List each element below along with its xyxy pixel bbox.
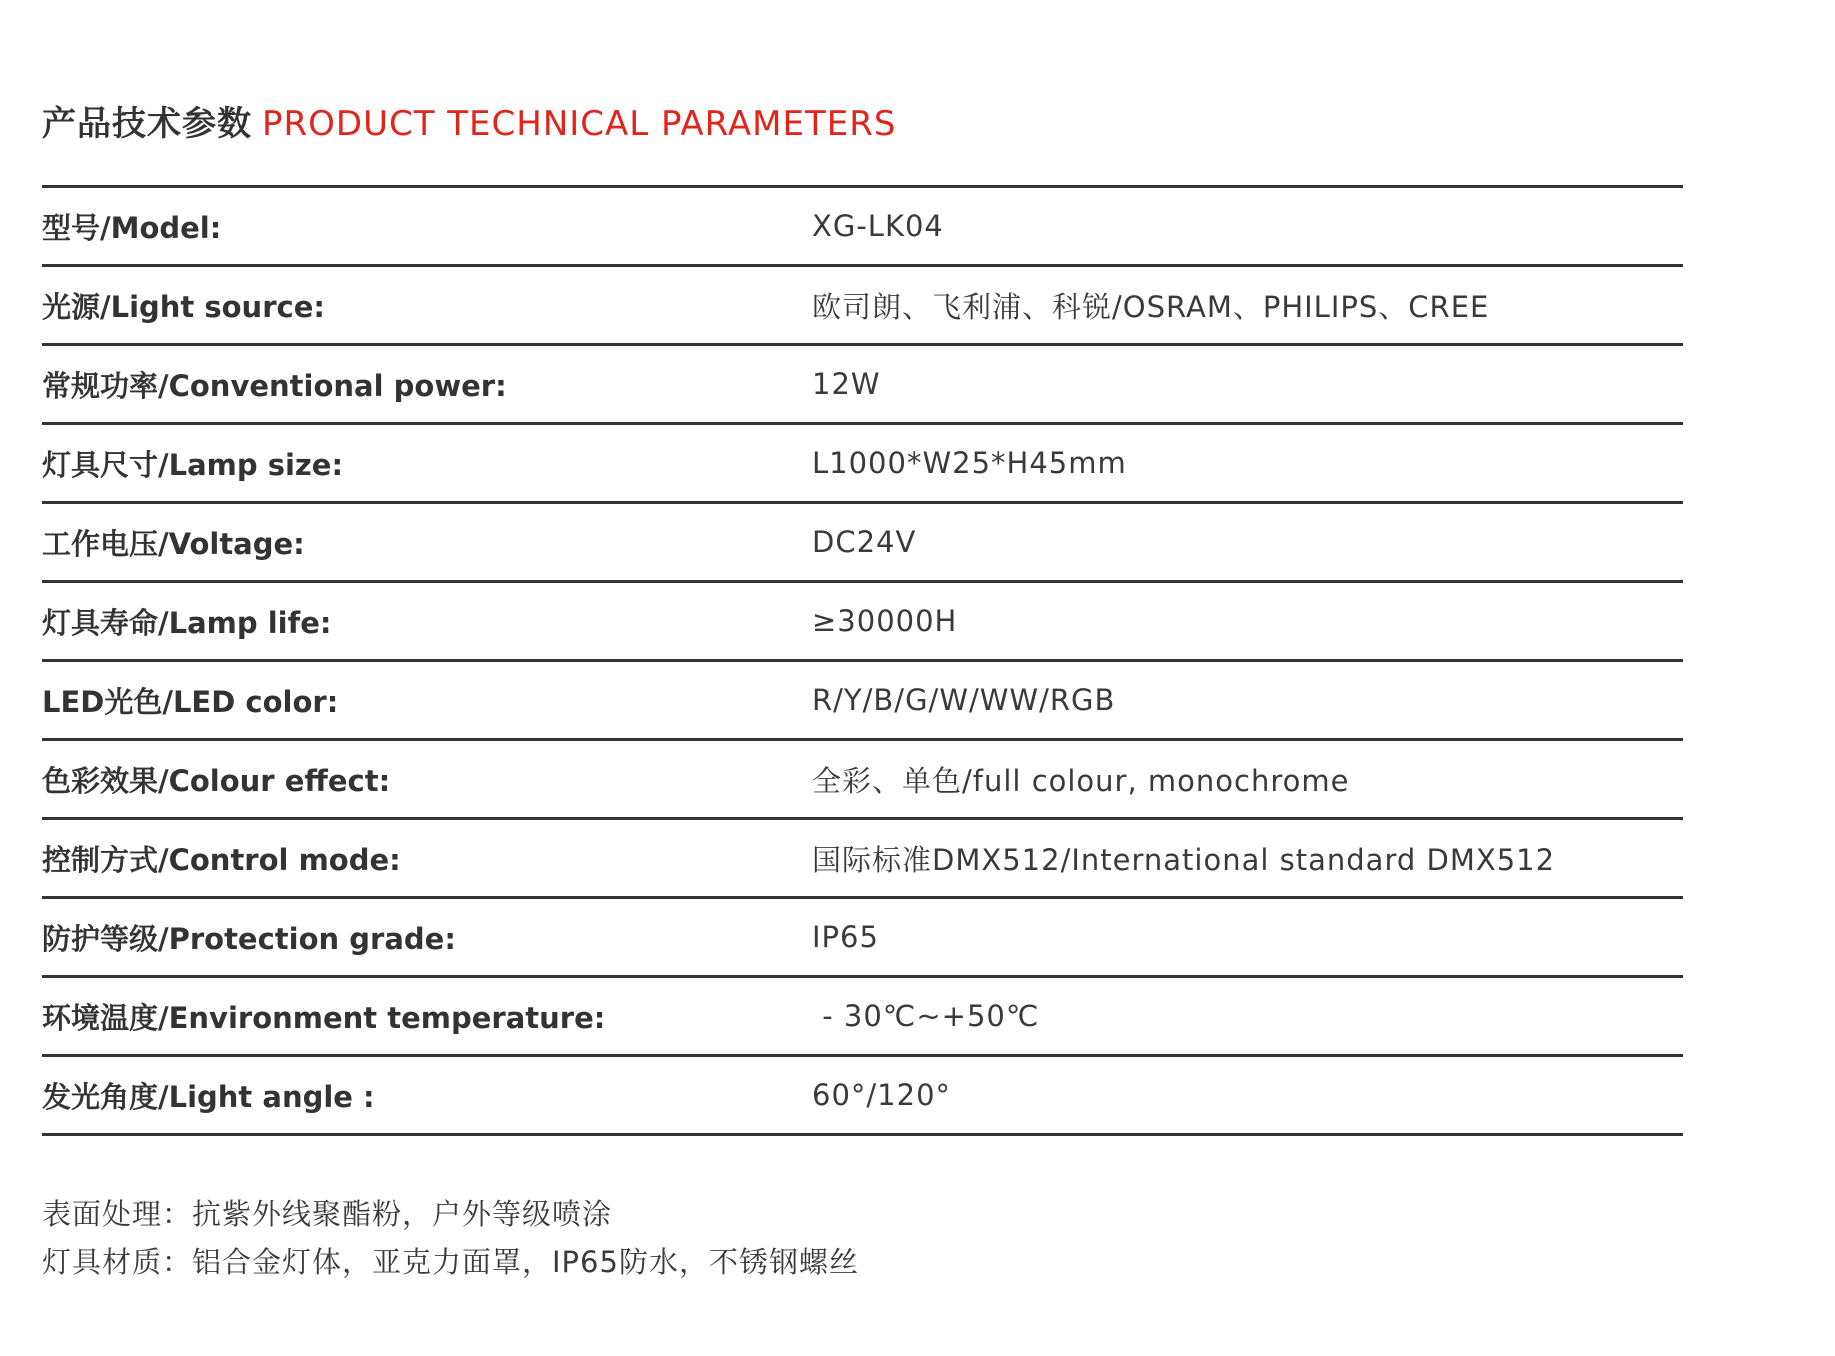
spec-value: XG-LK04 — [812, 209, 944, 243]
spec-value: - 30℃~+50℃ — [812, 999, 1040, 1033]
spec-label: LED光色/LED color: — [42, 684, 339, 719]
spec-value: ≥30000H — [812, 604, 958, 638]
spec-label: 环境温度/Environment temperature: — [42, 1000, 606, 1035]
spec-row-lamp-size — [42, 425, 1683, 504]
spec-value: 12W — [812, 367, 881, 401]
spec-label: 型号/Model: — [42, 210, 222, 245]
spec-value: 全彩、单色/full colour, monochrome — [812, 763, 1350, 798]
page-title — [42, 96, 896, 145]
title-chinese: 产品技术参数 — [42, 104, 252, 144]
spec-table — [42, 185, 1683, 1136]
spec-value: 欧司朗、飞利浦、科锐/OSRAM、PHILIPS、CREE — [812, 289, 1490, 324]
spec-value: IP65 — [812, 920, 879, 954]
spec-value: 国际标准DMX512/International standard DMX512 — [812, 842, 1556, 877]
spec-value: L1000*W25*H45mm — [812, 446, 1127, 480]
spec-label: 控制方式/Control mode: — [42, 842, 401, 877]
spec-label: 常规功率/Conventional power: — [42, 368, 507, 403]
spec-row-voltage — [42, 504, 1683, 583]
spec-row-protection-grade — [42, 899, 1683, 978]
spec-value: DC24V — [812, 525, 917, 559]
spec-label: 工作电压/Voltage: — [42, 526, 305, 561]
spec-label: 发光角度/Light angle : — [42, 1079, 375, 1114]
spec-row-power — [42, 346, 1683, 425]
spec-row-light-angle — [42, 1057, 1683, 1136]
spec-label: 色彩效果/Colour effect: — [42, 763, 391, 798]
spec-label: 光源/Light source: — [42, 289, 325, 324]
spec-value: 60°/120° — [812, 1078, 952, 1112]
spec-label: 灯具尺寸/Lamp size: — [42, 447, 344, 482]
spec-row-lamp-life — [42, 583, 1683, 662]
note-surface-treatment: 表面处理：抗紫外线聚酯粉，户外等级喷涂 — [42, 1197, 613, 1231]
spec-label: 防护等级/Protection grade: — [42, 921, 456, 956]
spec-row-environment-temperature — [42, 978, 1683, 1057]
title-english: PRODUCT TECHNICAL PARAMETERS — [262, 104, 897, 144]
spec-value: R/Y/B/G/W/WW/RGB — [812, 683, 1116, 717]
spec-label: 灯具寿命/Lamp life: — [42, 605, 332, 640]
spec-row-model — [42, 188, 1683, 267]
spec-row-control-mode — [42, 820, 1683, 899]
note-lamp-material: 灯具材质：铝合金灯体，亚克力面罩，IP65防水，不锈钢螺丝 — [42, 1245, 859, 1279]
spec-row-colour-effect — [42, 741, 1683, 820]
spec-row-light-source — [42, 267, 1683, 346]
spec-row-led-color — [42, 662, 1683, 741]
notes-block — [42, 1190, 859, 1286]
